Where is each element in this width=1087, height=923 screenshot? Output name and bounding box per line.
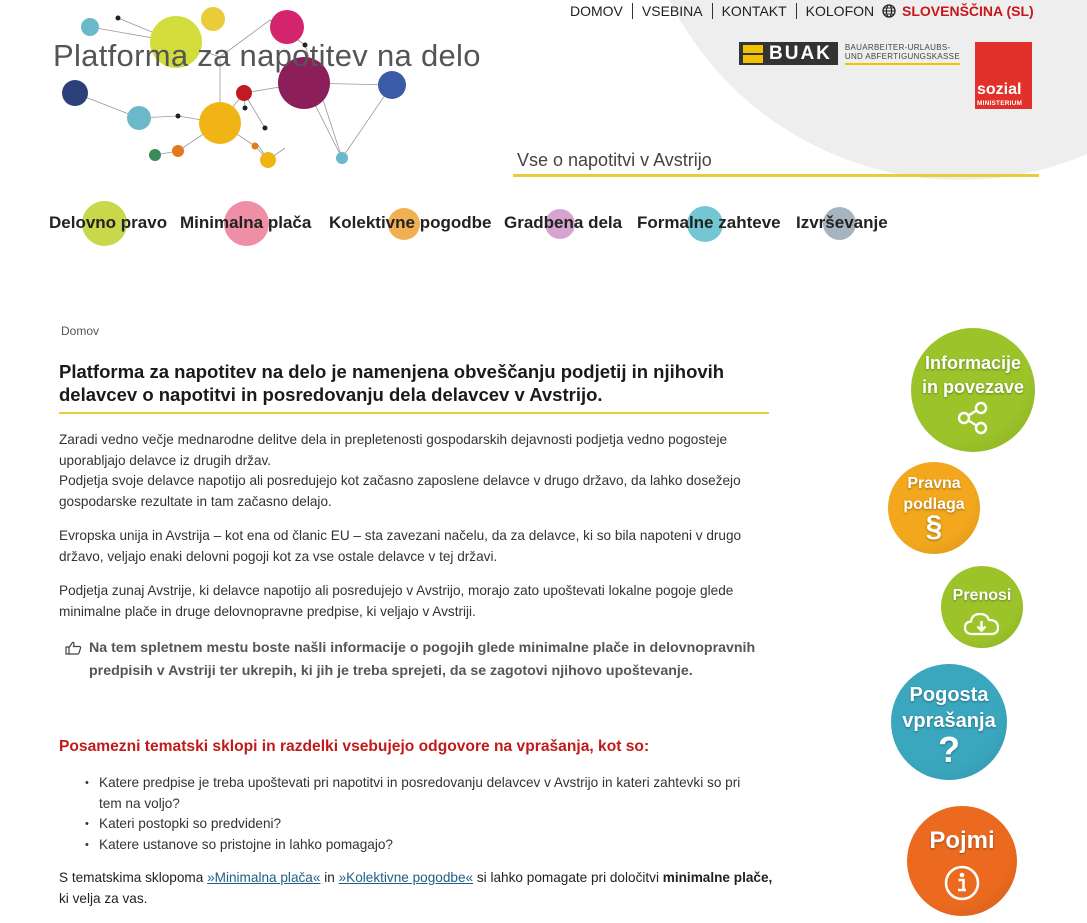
paragraph-icon: § (925, 510, 943, 543)
tagline-underline (513, 174, 1039, 177)
link-collective-agreements[interactable]: »Kolektivne pogodbe« (338, 870, 474, 885)
downloads-label: Prenosi (952, 587, 1012, 604)
language-label: SLOVENŠČINA (SL) (902, 3, 1034, 19)
site-title[interactable]: Platforma za napotitev na delo (53, 38, 481, 73)
info-tip (65, 637, 779, 682)
legal-basis-button[interactable] (888, 462, 980, 554)
ministerium-logo-text: MINISTERIUM (977, 100, 1023, 107)
closing-paragraph: S tematskima sklopoma »Minimalna plača« in »Kolektivne pogodbe« si lahko pomagate pri določitvi minimalne plače, ki velja za vas. (59, 870, 773, 906)
link-minimum-wage[interactable]: »Minimalna plača« (207, 870, 321, 885)
list-item: • Katere predpise je treba upoštevati pri napotitvi in posredovanju delavcev v Avstrijo in kateri zahtevki so pri tem na voljo? (80, 773, 760, 814)
faq-button[interactable] (891, 664, 1007, 780)
heading-underline (59, 412, 769, 414)
thumbs-up-icon (65, 641, 82, 655)
info-links-label: Informacije in povezave (921, 353, 1025, 397)
nav-label: Delovno pravo (49, 213, 168, 232)
nav-label: Kolektivne pogodbe (329, 213, 492, 232)
top-nav-content[interactable]: VSEBINA (633, 3, 713, 19)
top-nav-contact[interactable]: KONTAKT (713, 3, 797, 19)
question-list (80, 773, 760, 855)
language-selector[interactable] (882, 3, 1034, 19)
info-links-button[interactable] (911, 328, 1035, 452)
top-navigation (562, 3, 883, 19)
network-decoration (40, 0, 440, 180)
info-icon (943, 864, 981, 902)
nav-label: Izvrševanje (796, 213, 888, 232)
buak-mark-icon (743, 45, 763, 63)
sozial-logo-text: sozial (977, 81, 1022, 98)
legal-basis-label: Pravna podlaga (903, 475, 965, 513)
intro-text (59, 430, 769, 636)
nav-label: Formalne zahteve (637, 213, 781, 232)
faq-label: Pogosta vprašanja (902, 684, 996, 732)
glossary-button[interactable] (907, 806, 1017, 916)
nav-label: Gradbena dela (504, 213, 623, 232)
tagline: Vse o napotitvi v Avstrijo (517, 150, 712, 170)
questions-heading: Posamezni tematski sklopi in razdelki vsebujejo odgovore na vprašanja, kot so: (59, 738, 650, 755)
globe-icon (882, 4, 896, 18)
info-tip-text: Na tem spletnem mestu boste našli informacije o pogojih glede minimalne plače in delovnopravnih predpisih v Avstriji ter ukrepih, ki jih je treba sprejeti, da se zagotovi njihovo upoštevanje. (89, 640, 756, 679)
share-icon (955, 400, 991, 436)
top-nav-imprint[interactable]: KOLOFON (805, 3, 875, 19)
nav-label: Minimalna plača (180, 213, 312, 232)
intro-paragraph-3: Podjetja zunaj Avstrije, ki delavce napotijo ali posredujejo v Avstrijo, morajo zato upoštevati lokalne pogoje glede minimalne plače in druge delovnopravne predpise, ki veljajo v Avstriji. (59, 583, 734, 619)
intro-paragraph-2: Evropska unija in Avstrija – kot ena od članic EU – sta zavezani načelu, da za delavce, ki so bila napoteni v drugo državo, veljajo enaki delovni pogoji kot za vse ostale delavce v tej državi. (59, 528, 742, 564)
list-item: • Katere ustanove so pristojne in lahko pomagajo? (80, 835, 760, 856)
sozialministerium-logo[interactable] (975, 42, 1032, 109)
intro-paragraph-1: Zaradi vedno večje mednarodne delitve dela in prepletenosti gospodarskih dejavnosti podjetja vedno pogosteje uporabljajo delavce iz drugih držav. Podjetja svoje delavce napotijo ali posredujejo kot začasno zaposlene delavce v drugo državo, da lahko dosežejo gospodarske rezultate in tam začasno delajo. (59, 432, 741, 509)
list-item: • Kateri postopki so predvideni? (80, 814, 760, 835)
buak-subtitle: BAUARBEITER-URLAUBS- UND ABFERTIGUNGSKASSE (845, 43, 960, 65)
downloads-button[interactable] (941, 566, 1023, 648)
buak-logo[interactable] (739, 42, 960, 65)
question-icon: ? (938, 729, 960, 770)
page-heading: Platforma za napotitev na delo je namenjena obveščanju podjetij in njihovih delavcev o napotitvi in posredovanju dela delavcev v Avstrijo. (59, 361, 725, 405)
cloud-download-icon (963, 610, 1001, 638)
glossary-label: Pojmi (929, 827, 995, 854)
buak-logo-text: BUAK (769, 43, 832, 64)
breadcrumb[interactable]: Domov (61, 324, 100, 338)
top-nav-home[interactable]: DOMOV (562, 3, 633, 19)
